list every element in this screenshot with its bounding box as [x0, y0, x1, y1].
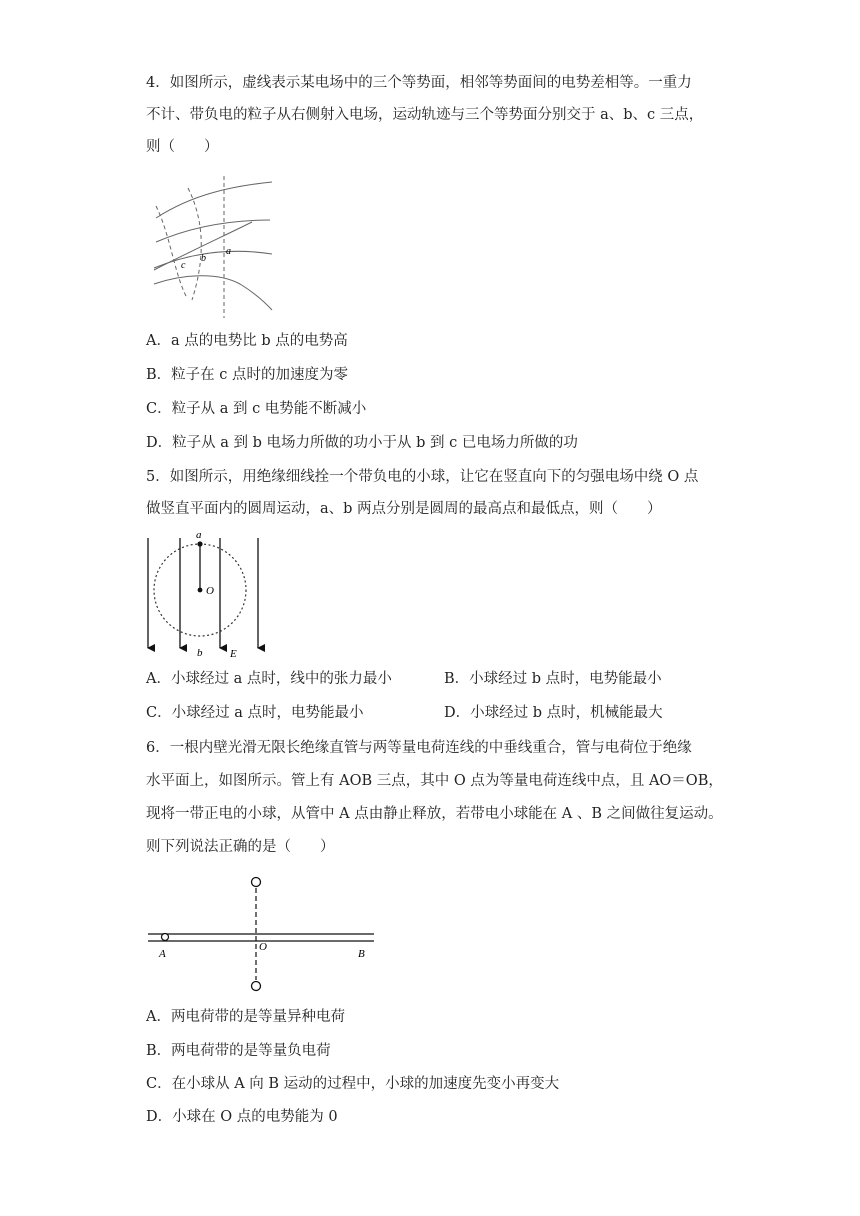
q4-option-a: A．a 点的电势比 b 点的电势高 [146, 333, 348, 349]
q6-stem-line-3: 现将一带正电的小球，从管中 A 点由静止释放，若带电小球能在 A 、B 之间做往复运动。 [146, 806, 723, 822]
q5-label-o: O [206, 585, 214, 597]
q5-center-o [198, 588, 203, 593]
q4-option-c: C．粒子从 a 到 c 电势能不断减小 [146, 401, 367, 417]
q5-ball-a [197, 541, 202, 546]
q4-equipotential-left [156, 206, 186, 296]
q6-ball [162, 934, 169, 941]
q6-charge-top [252, 878, 261, 887]
q6-option-b: B．两电荷带的是等量负电荷 [146, 1043, 331, 1059]
q6-charge-bottom [252, 982, 261, 991]
q6-option-a: A．两电荷带的是等量异种电荷 [146, 1009, 345, 1025]
q5-figure [140, 530, 270, 662]
q6-option-d: D．小球在 O 点的电势能为 0 [146, 1109, 338, 1125]
q6-stem-line-2: 水平面上，如图所示。管上有 AOB 三点，其中 O 点为等量电荷连线中点，且 AO＝OB， [146, 773, 723, 789]
q4-field-line-4 [154, 276, 272, 310]
q6-option-c: C．在小球从 A 向 B 运动的过程中，小球的加速度先变小再变大 [146, 1076, 560, 1092]
q6-stem-line-1: 6．一根内壁光滑无限长绝缘直管与两等量电荷连线的中垂线重合，管与电荷位于绝缘 [146, 740, 692, 756]
q5-stem-line-2: 做竖直平面内的圆周运动，a、b 两点分别是圆周的最高点和最低点，则（ ） [146, 501, 662, 517]
q4-equipotential-middle [188, 188, 201, 300]
q5-option-c: C．小球经过 a 点时，电势能最小 [146, 705, 364, 721]
q6-figure [146, 872, 378, 996]
q4-label-b: b [201, 253, 206, 264]
q5-option-d: D．小球经过 b 点时，机械能最大 [444, 705, 663, 721]
q6-stem-line-4: 则下列说法正确的是（ ） [146, 839, 335, 855]
q4-figure [148, 172, 278, 320]
q5-label-b: b [197, 647, 203, 659]
q5-stem-line-1: 5．如图所示，用绝缘细线拴一个带负电的小球，让它在竖直向下的匀强电场中绕 O 点 [146, 469, 699, 485]
q4-field-line-1 [156, 182, 272, 218]
q4-option-d: D．粒子从 a 到 b 电场力所做的功小于从 b 到 c 已电场力所做的功 [146, 435, 578, 451]
q4-field-line-2 [156, 220, 270, 242]
q5-option-a: A．小球经过 a 点时，线中的张力最小 [146, 671, 392, 687]
q4-stem-line-2: 不计、带负电的粒子从右侧射入电场，运动轨迹与三个等势面分别交于 a、b、c 三点， [146, 107, 704, 123]
q6-label-a: A [159, 948, 166, 960]
q5-option-b: B．小球经过 b 点时，电势能最小 [444, 671, 662, 687]
q4-option-b: B．粒子在 c 点时的加速度为零 [146, 367, 348, 383]
q4-label-a: a [226, 246, 231, 257]
q4-stem-line-1: 4．如图所示，虚线表示某电场中的三个等势面，相邻等势面间的电势差相等。一重力 [146, 75, 692, 91]
q5-label-a: a [196, 530, 202, 541]
q6-label-b: B [358, 948, 365, 960]
q6-label-o: O [259, 941, 267, 953]
q4-label-c: c [181, 260, 186, 271]
q4-stem-line-3: 则（ ） [146, 139, 219, 155]
q5-label-e: E [230, 648, 237, 660]
